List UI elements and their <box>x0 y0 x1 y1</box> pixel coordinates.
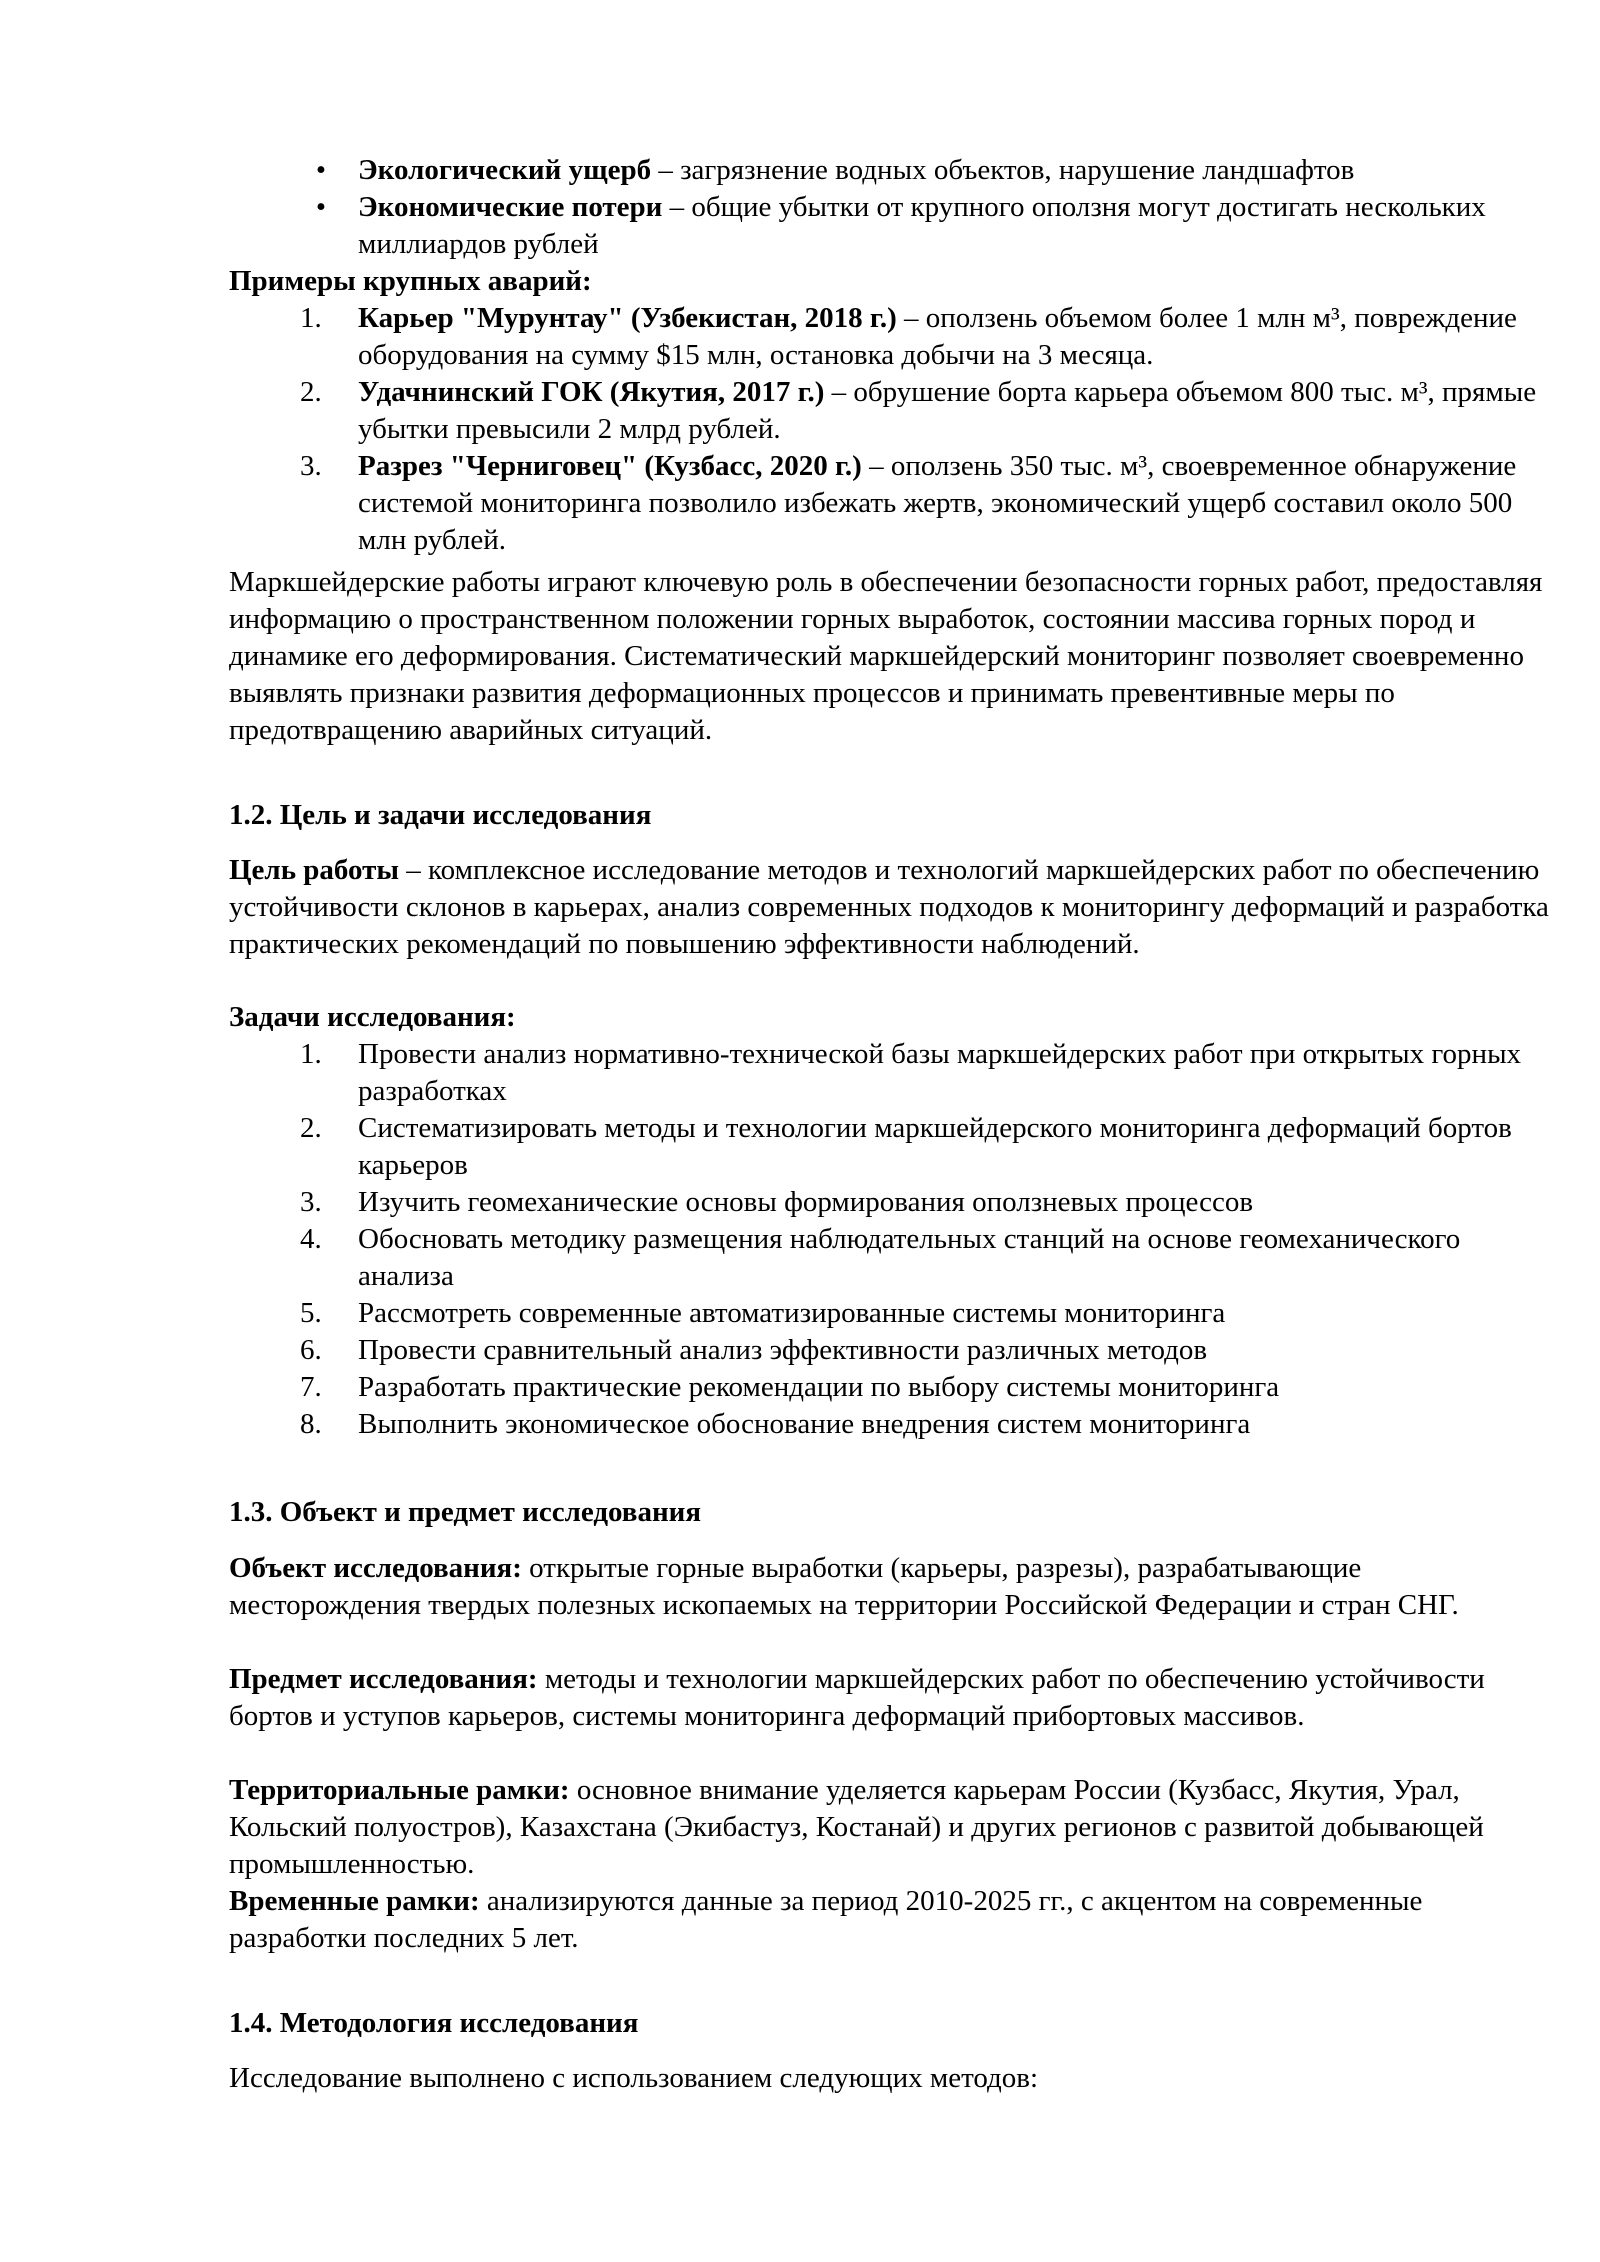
bullet-marker: • <box>315 191 326 223</box>
list-item <box>0 1406 1560 1443</box>
list-item <box>0 1332 1560 1369</box>
list-item <box>0 152 1540 189</box>
list-number: 3. <box>300 1186 322 1218</box>
list-item-text: Экономические потери – общие убытки от крупного оползня могут достигать нескольких миллиардов рублей <box>358 191 1486 260</box>
list-item-text: Экологический ущерб – загрязнение водных объектов, нарушение ландшафтов <box>358 154 1355 186</box>
intro-paragraph: Маркшейдерские работы играют ключевую роль в обеспечении безопасности горных работ, предоставляя информацию о пространственном положении горных выработок, состоянии массива горных пород и динамике его деформирования. Систематический маркшейдерский мониторинг позволяет своевременно выявлять признаки развития деформационных процессов и принимать превентивные меры по предотвращению аварийных ситуаций. <box>229 566 1543 746</box>
section-heading: 1.4. Методология исследования <box>229 2007 639 2039</box>
section-heading: 1.2. Цель и задачи исследования <box>229 799 652 831</box>
list-item <box>0 448 1560 559</box>
list-item <box>0 1036 1560 1110</box>
tasks-heading: Задачи исследования: <box>229 1001 516 1033</box>
list-number: 5. <box>300 1297 322 1329</box>
list-item-text: Провести сравнительный анализ эффективности различных методов <box>358 1334 1208 1366</box>
list-number: 2. <box>300 376 322 408</box>
time-frame-paragraph: Временные рамки: анализируются данные за период 2010-2025 гг., с акцентом на современные разработки последних 5 лет. <box>229 1885 1423 1954</box>
list-number: 8. <box>300 1408 322 1440</box>
tasks-list <box>0 1036 1600 1443</box>
examples-heading: Примеры крупных аварий: <box>229 265 592 297</box>
list-item-text: Рассмотреть современные автоматизированные системы мониторинга <box>358 1297 1226 1329</box>
list-item-text: Систематизировать методы и технологии маркшейдерского мониторинга деформаций бортов карьеров <box>358 1112 1512 1181</box>
list-item <box>0 1221 1560 1295</box>
subject-paragraph: Предмет исследования: методы и технологии маркшейдерских работ по обеспечению устойчивости бортов и уступов карьеров, системы мониторинга деформаций прибортовых массивов. <box>229 1663 1485 1732</box>
list-item-text: Провести анализ нормативно-технической базы маркшейдерских работ при открытых горных разработках <box>358 1038 1522 1107</box>
list-item-text: Выполнить экономическое обоснование внедрения систем мониторинга <box>358 1408 1251 1440</box>
list-item <box>0 189 1540 263</box>
list-item-text: Карьер "Мурунтау" (Узбекистан, 2018 г.) – оползень объемом более 1 млн м³, повреждение оборудования на сумму $15 млн, остановка добычи на 3 месяца. <box>358 302 1517 371</box>
accidents-list <box>0 300 1600 559</box>
list-item <box>0 1369 1560 1406</box>
list-number: 1. <box>300 1038 322 1070</box>
list-number: 7. <box>300 1371 322 1403</box>
goal-paragraph: Цель работы – комплексное исследование методов и технологий маркшейдерских работ по обеспечению устойчивости склонов в карьерах, анализ современных подходов к мониторингу деформаций и разработка практических рекомендаций по повышению эффективности наблюдений. <box>229 854 1549 960</box>
list-item <box>0 300 1560 374</box>
consequences-bullet-list <box>0 152 1600 263</box>
list-number: 2. <box>300 1112 322 1144</box>
territorial-paragraph: Территориальные рамки: основное внимание уделяется карьерам России (Кузбасс, Якутия, Урал, Кольский полуостров), Казахстана (Экибастуз, Костанай) и других регионов с развитой добывающей промышленностью. <box>229 1774 1484 1880</box>
list-number: 4. <box>300 1223 322 1255</box>
list-item-text: Изучить геомеханические основы формирования оползневых процессов <box>358 1186 1254 1218</box>
list-item-text: Разработать практические рекомендации по выбору системы мониторинга <box>358 1371 1280 1403</box>
list-number: 1. <box>300 302 322 334</box>
list-item-text: Удачнинский ГОК (Якутия, 2017 г.) – обрушение борта карьера объемом 800 тыс. м³, прямые убытки превысили 2 млрд рублей. <box>358 376 1537 445</box>
list-item <box>0 374 1560 448</box>
list-item-text: Обосновать методику размещения наблюдательных станций на основе геомеханического анализа <box>358 1223 1461 1292</box>
list-item <box>0 1184 1560 1221</box>
object-paragraph: Объект исследования: открытые горные выработки (карьеры, разрезы), разрабатывающие месторождения твердых полезных ископаемых на территории Российской Федерации и стран СНГ. <box>229 1552 1459 1621</box>
list-item <box>0 1110 1560 1184</box>
list-item-text: Разрез "Черниговец" (Кузбасс, 2020 г.) – оползень 350 тыс. м³, своевременное обнаружение системой мониторинга позволило избежать жертв, экономический ущерб составил около 500 млн рублей. <box>358 450 1517 556</box>
section-heading: 1.3. Объект и предмет исследования <box>229 1496 702 1528</box>
bullet-marker: • <box>315 154 326 186</box>
list-number: 6. <box>300 1334 322 1366</box>
list-item <box>0 1295 1560 1332</box>
methodology-paragraph: Исследование выполнено с использованием следующих методов: <box>229 2062 1039 2094</box>
list-number: 3. <box>300 450 322 482</box>
